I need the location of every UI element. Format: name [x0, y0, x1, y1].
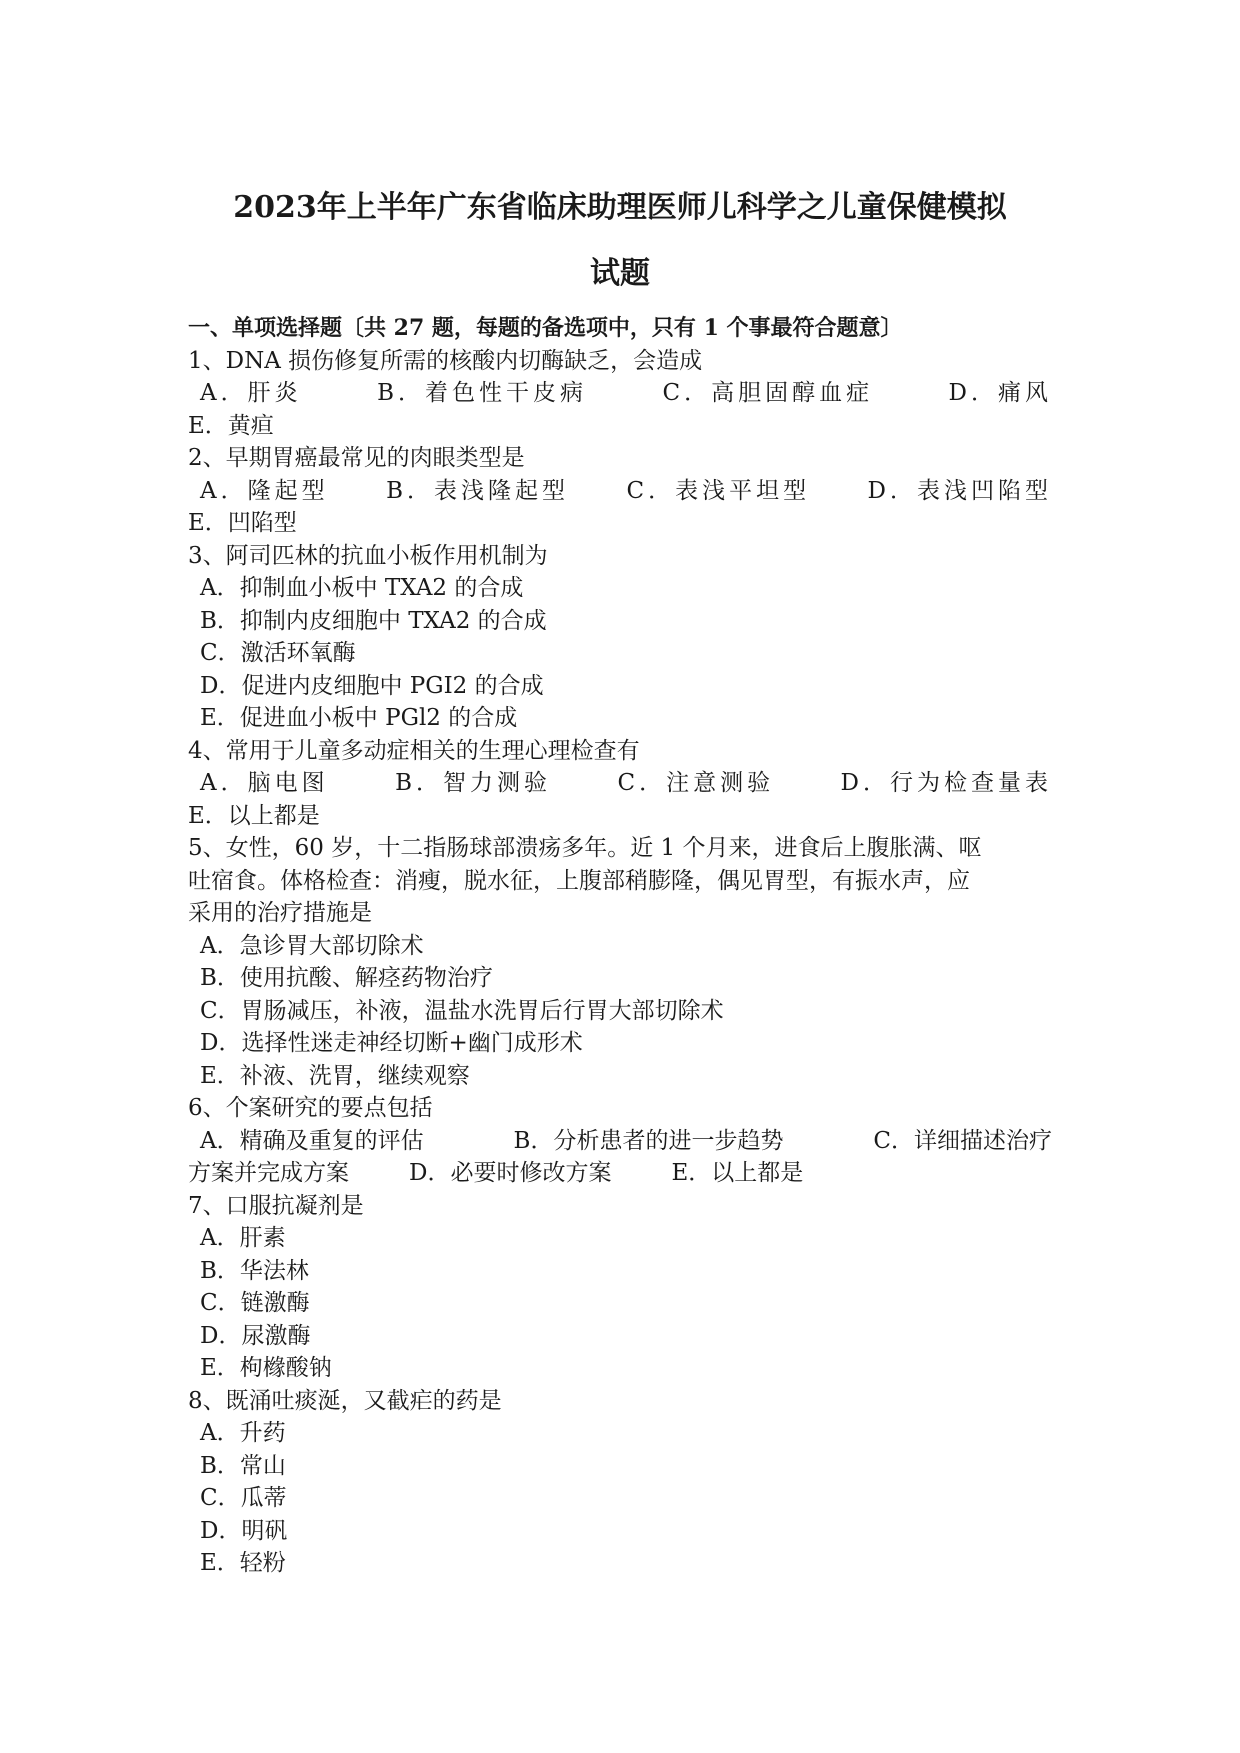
option-row [188, 1157, 1052, 1190]
option: A．急诊胃大部切除术 [200, 932, 424, 959]
option: B．着色性干皮病 [377, 380, 587, 406]
option: C．瓜蒂 [200, 1485, 287, 1511]
option: A．精确及重复的评估 [200, 1127, 424, 1154]
section-heading: 一、单项选择题〔共 27 题，每题的备选项中，只有 1 个事最符合题意〕 [188, 315, 903, 341]
question-stem: 7、口服抗凝剂是 [188, 1192, 364, 1219]
question-stem: 3、阿司匹林的抗血小板作用机制为 [188, 542, 548, 569]
option-continued: 方案并完成方案 [188, 1160, 349, 1186]
option: B．智力测验 [395, 770, 551, 796]
option-row [188, 475, 1052, 508]
question-stem: 采用的治疗措施是 [188, 900, 372, 926]
option: B．常山 [200, 1452, 286, 1479]
option: B．华法林 [200, 1257, 309, 1284]
question-stem: 4、常用于儿童多动症相关的生理心理检查有 [188, 737, 640, 764]
option: D．痛风 [948, 380, 1052, 406]
option: C．链激酶 [200, 1290, 310, 1316]
option-row [188, 1125, 1052, 1158]
option: A．肝炎 [200, 380, 302, 406]
option: C．激活环氧酶 [200, 640, 356, 666]
question-stem: 8、既涌吐痰涎，又截疟的药是 [188, 1387, 502, 1414]
option-row [188, 377, 1052, 410]
option: E．以上都是 [188, 802, 320, 829]
option-row [188, 767, 1052, 800]
option: E．以上都是 [671, 1160, 804, 1186]
option: A．升药 [200, 1420, 286, 1446]
option: E．促进血小板中 PGl2 的合成 [200, 705, 518, 731]
page-title: 2023年上半年广东省临床助理医师儿科学之儿童保健模拟 [233, 190, 1007, 225]
option: D．选择性迷走神经切断+幽门成形术 [200, 1030, 583, 1056]
option: B．分析患者的进一步趋势 [513, 1127, 784, 1154]
option: D．必要时修改方案 [409, 1160, 612, 1186]
option: E．轻粉 [200, 1550, 286, 1576]
option: E．凹陷型 [188, 510, 297, 536]
option: C．胃肠减压，补液，温盐水洗胃后行胃大部切除术 [200, 997, 724, 1024]
option: A．肝素 [200, 1225, 286, 1251]
option: D．促进内皮细胞中 PGI2 的合成 [200, 672, 544, 699]
option: D．明矾 [200, 1517, 288, 1544]
option: A．隆起型 [200, 477, 329, 504]
option: C．详细描述治疗 [873, 1127, 1052, 1154]
option: B．抑制内皮细胞中 TXA2 的合成 [200, 607, 547, 634]
question-stem: 5、女性，60 岁，十二指肠球部溃疡多年。近 1 个月来，进食后上腹胀满、呕 [188, 835, 982, 861]
option: D．行为检查量表 [840, 770, 1052, 796]
option: C．高胆固醇血症 [662, 380, 874, 406]
option: C．表浅平坦型 [626, 477, 811, 504]
option: B．表浅隆起型 [386, 477, 569, 504]
option: A．抑制血小板中 TXA2 的合成 [200, 575, 524, 601]
option: B．使用抗酸、解痉药物治疗 [200, 965, 493, 991]
option: A．脑电图 [200, 770, 329, 796]
option: E．枸橼酸钠 [200, 1355, 332, 1381]
page-title-continued: 试题 [590, 256, 650, 291]
option: E．黄疸 [188, 412, 274, 439]
option: E．补液、洗胃，继续观察 [200, 1062, 470, 1089]
question-stem: 6、个案研究的要点包括 [188, 1095, 433, 1121]
option: D．表浅凹陷型 [867, 477, 1052, 504]
option: D．尿激酶 [200, 1322, 311, 1349]
option: C．注意测验 [617, 770, 775, 796]
question-stem: 2、早期胃癌最常见的肉眼类型是 [188, 445, 525, 471]
question-stem: 1、DNA 损伤修复所需的核酸内切酶缺乏，会造成 [188, 347, 703, 374]
question-list [188, 312, 1052, 1580]
question-stem: 吐宿食。体格检查：消瘦，脱水征，上腹部稍膨隆，偶见胃型，有振水声，应 [188, 867, 970, 894]
